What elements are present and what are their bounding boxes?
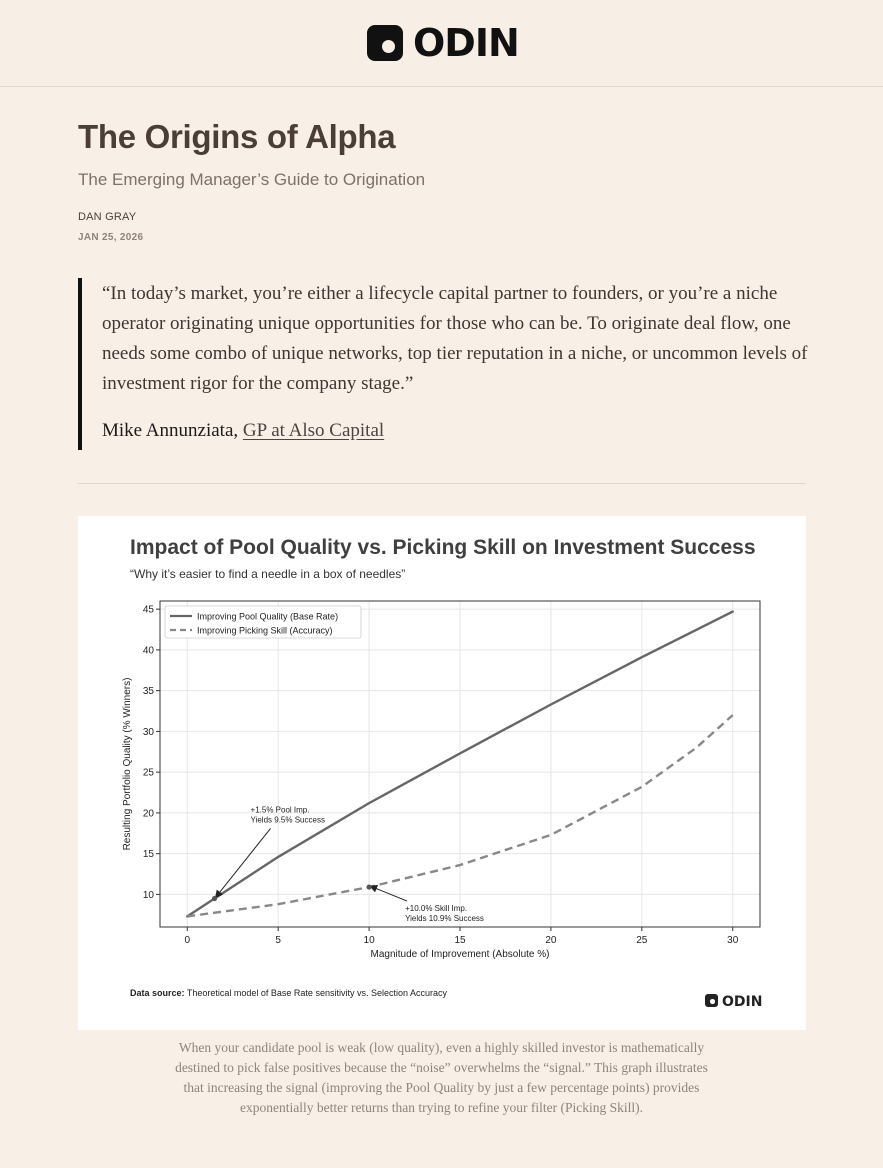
data-source-label: Data source:	[130, 988, 185, 998]
y-tick-label: 15	[142, 849, 154, 861]
x-tick-label: 0	[184, 935, 191, 946]
chart-subtitle: “Why it’s easier to find a needle in a box of needles”	[130, 567, 406, 581]
data-source	[130, 988, 447, 998]
chart-svg	[78, 516, 806, 1030]
quote-role-link[interactable]: GP at Also Capital	[242, 420, 385, 441]
chart-brand-text: ODIN	[722, 994, 763, 1010]
y-tick-label: 35	[142, 686, 154, 698]
pull-quote	[78, 278, 808, 450]
article-date: JAN 25, 2026	[78, 232, 144, 243]
odin-logo[interactable]	[367, 21, 519, 65]
chart-brand-logo	[705, 994, 762, 1010]
x-tick-label: 30	[727, 935, 739, 946]
x-tick-label: 25	[636, 935, 648, 946]
x-axis-label: Magnitude of Improvement (Absolute %)	[370, 949, 550, 960]
y-tick-label: 45	[142, 604, 154, 616]
y-tick-label: 30	[142, 726, 154, 738]
annotation-text: +10.0% Skill Imp.	[405, 904, 468, 914]
legend-label: Improving Picking Skill (Accuracy)	[197, 625, 333, 636]
y-tick-label: 20	[142, 808, 154, 820]
figure-caption: When your candidate pool is weak (low quality), even a highly skilled investor is mathematically destined to pick false positives because the “noise” overwhelms the “signal.” This graph illustrates that increasing the signal (improving the Pool Quality by just a few percentage points) provides exponentially better returns than trying to refine your filter (Picking Skill).	[175, 1040, 708, 1115]
y-tick-label: 40	[142, 645, 154, 657]
annotation-text: +1.5% Pool Imp.	[250, 805, 310, 815]
data-source-text: Theoretical model of Base Rate sensitivity vs. Selection Accuracy	[186, 988, 447, 998]
y-axis-label: Resulting Portfolio Quality (% Winners)	[122, 677, 133, 851]
top-bar	[0, 0, 883, 87]
annotation-point	[366, 884, 371, 889]
annotation-text: Yields 9.5% Success	[250, 815, 325, 825]
article-title: The Origins of Alpha	[78, 118, 396, 155]
article-author[interactable]: DAN GRAY	[78, 211, 137, 223]
odin-logo-icon	[367, 25, 403, 61]
annotation-text: Yields 10.9% Success	[405, 914, 484, 924]
chart-title: Impact of Pool Quality vs. Picking Skill on Investment Success	[130, 536, 756, 559]
annotation-point	[212, 896, 217, 901]
y-tick-label: 10	[142, 889, 154, 901]
x-tick-label: 20	[545, 935, 557, 946]
section-divider	[78, 483, 806, 484]
x-tick-label: 15	[454, 935, 466, 946]
quote-attribution	[102, 420, 808, 442]
annotation-arrow	[370, 886, 407, 901]
chart-figure	[78, 516, 806, 1030]
legend-label: Improving Pool Quality (Base Rate)	[197, 611, 339, 622]
quote-separator: ,	[233, 420, 239, 441]
quote-person: Mike Annunziata	[102, 420, 234, 441]
x-tick-label: 5	[275, 935, 281, 946]
annotation-arrow	[216, 828, 271, 897]
y-tick-label: 25	[142, 767, 154, 779]
quote-text: “In today’s market, you’re either a lifecycle capital partner to founders, or you’re a niche operator originating unique opportunities for those who can be. To originate deal flow, one needs some combo of unique networks, top tier reputation in a niche, or uncommon levels of investment rigor for the company stage.”	[102, 283, 808, 394]
logo-text: ODIN	[413, 21, 519, 65]
article-subtitle: The Emerging Manager’s Guide to Origination	[78, 170, 426, 189]
x-tick-label: 10	[363, 935, 375, 946]
